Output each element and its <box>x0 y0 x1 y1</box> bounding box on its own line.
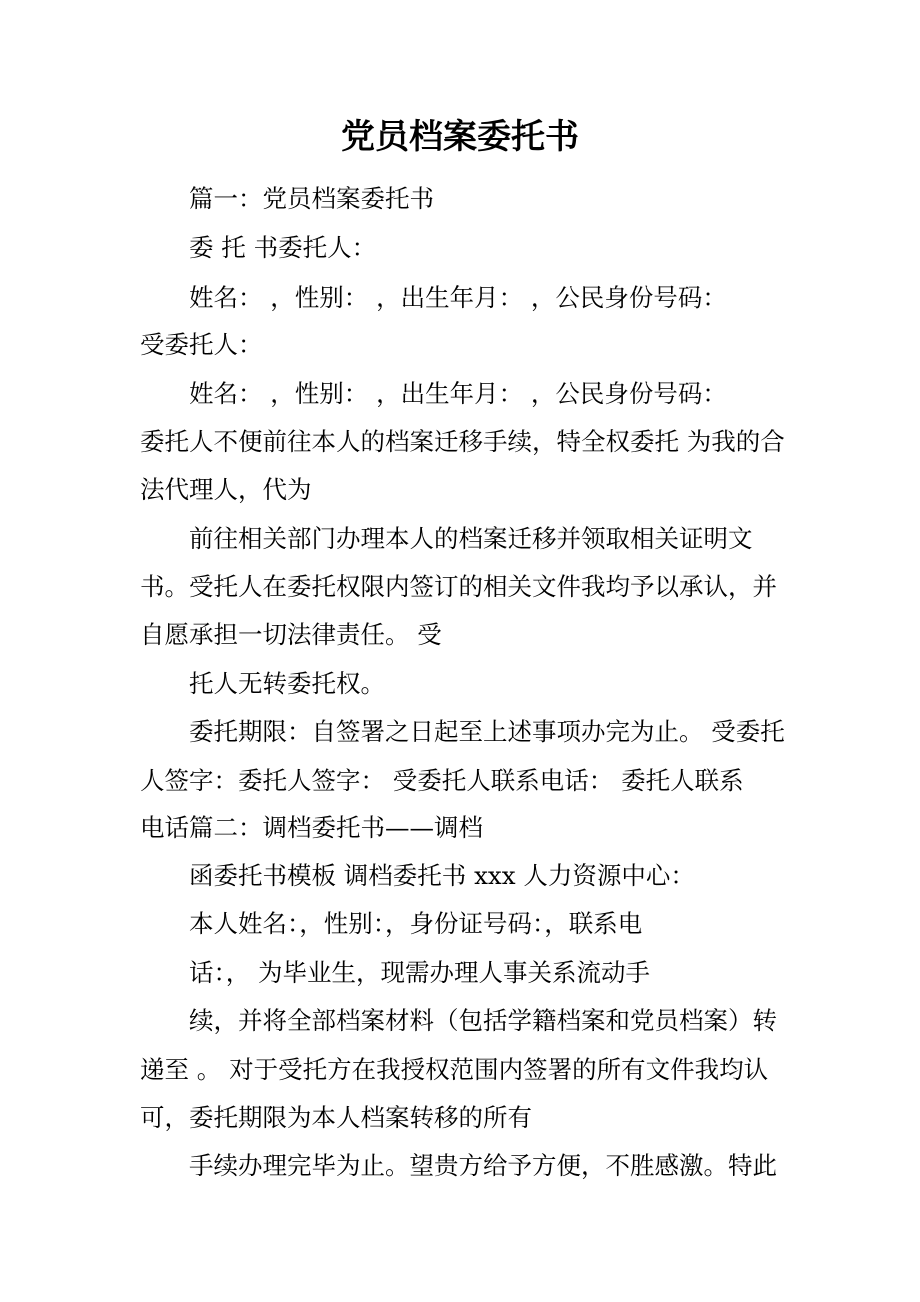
text-line: 递至 。 对于受托方在我授权范围内签署的所有文件我均认 <box>140 1055 769 1084</box>
text-line: 篇一：党员档案委托书 <box>189 184 434 213</box>
text-line: 委托人不便前往本人的档案迁移手续，特全权委托 为我的合 <box>140 427 785 456</box>
text-line: 托人无转委托权。 <box>189 669 385 698</box>
text-line: 受委托人： <box>140 330 263 359</box>
text-line: 话：， 为毕业生，现需办理人事关系流动手 <box>189 958 651 987</box>
text-line: 函委托书模板 调档委托书 xxx 人力资源中心： <box>189 861 695 890</box>
text-line: 自愿承担一切法律责任。 受 <box>140 620 442 649</box>
text-line: 续，并将全部档案材料（包括学籍档案和党员档案）转 <box>189 1006 777 1035</box>
text-line: 本人姓名：，性别：，身份证号码：，联系电 <box>189 909 643 938</box>
text-line: 电话篇二：调档委托书——调档 <box>140 813 483 842</box>
text-line: 委 托 书委托人： <box>189 233 377 262</box>
text-line: 前往相关部门办理本人的档案迁移并领取相关证明文 <box>189 524 753 553</box>
text-line: 书。受托人在委托权限内签订的相关文件我均予以承认，并 <box>140 572 777 601</box>
text-line: 委托期限：自签署之日起至上述事项办完为止。 受委托 <box>189 717 785 746</box>
text-line: 手续办理完毕为止。望贵方给予方便，不胜感激。特此 <box>189 1151 777 1180</box>
text-line: 人签字：委托人签字： 受委托人联系电话： 委托人联系 <box>140 766 744 795</box>
document-title: 党员档案委托书 <box>341 117 579 157</box>
text-line: 可，委托期限为本人档案转移的所有 <box>140 1103 532 1132</box>
text-line: 姓名： ，性别： ，出生年月： ，公民身份号码： <box>189 283 727 312</box>
text-line: 姓名： ，性别： ，出生年月： ，公民身份号码： <box>189 379 727 408</box>
text-line: 法代理人，代为 <box>140 475 312 504</box>
